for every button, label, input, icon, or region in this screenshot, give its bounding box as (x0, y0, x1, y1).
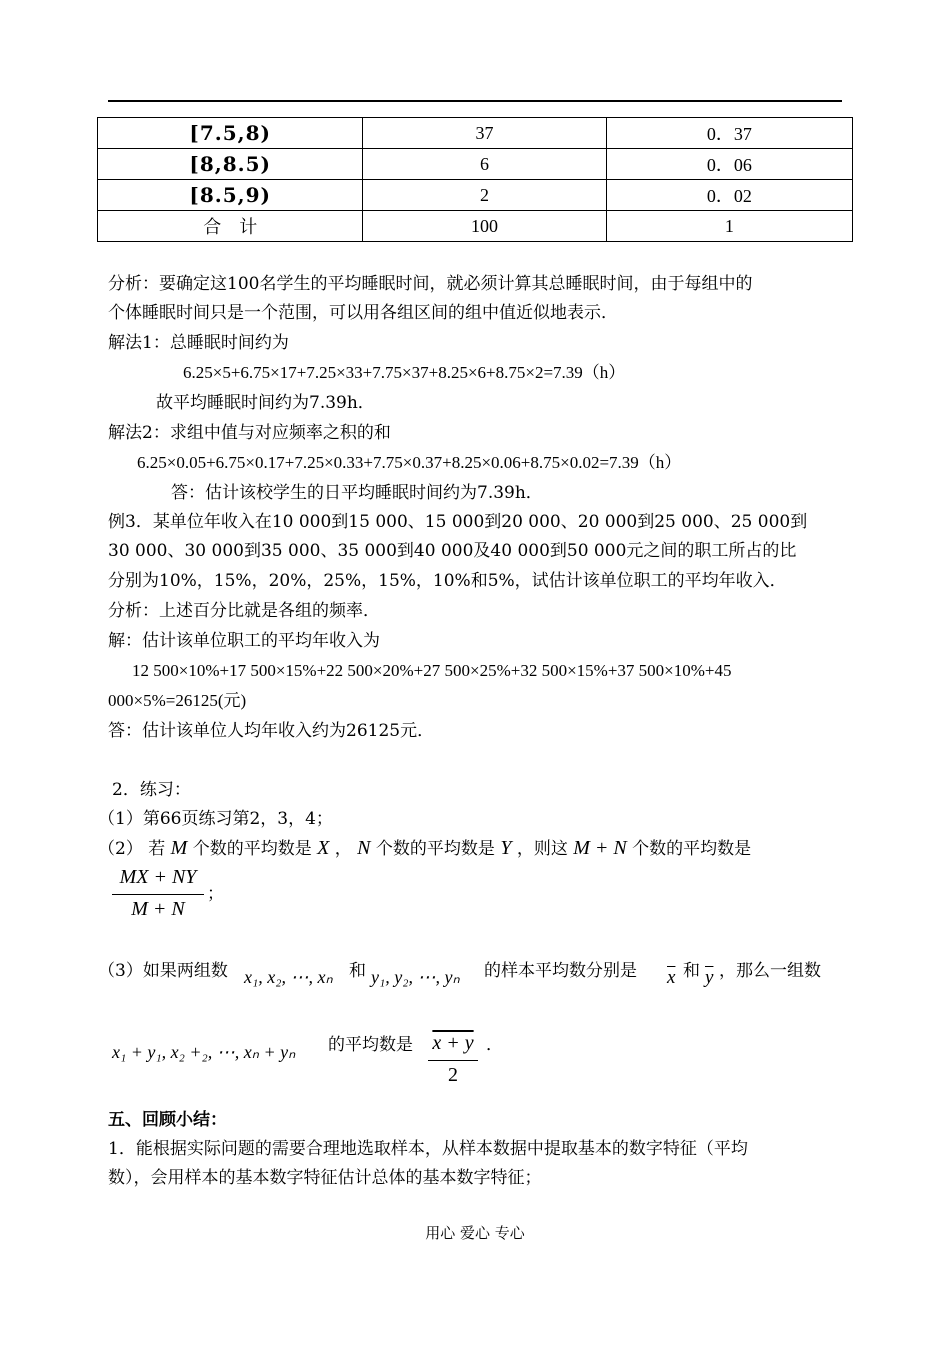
count-cell: 37 (363, 118, 606, 149)
p2-var-n: N (357, 837, 371, 859)
p2-text: ，则这 (516, 839, 568, 859)
solution-3-answer: 答：估计该单位人均年收入约为26125元． (108, 721, 435, 741)
p3-y-bar: $\overline{y}$ (705, 967, 714, 988)
solution-3-title: 解：估计该单位职工的平均年收入为 (108, 631, 380, 651)
solution-3-formula-line-1: 12 500×10%+17 500×15%+22 500×20%+27 500×25%+32 500×15%+37 500×10%+45 (132, 661, 732, 680)
p3-x-sequence: x₁, x₂, ⋯, xₙ (244, 967, 333, 987)
frequency-cell: 0．02 (606, 180, 852, 211)
p2-text: 个数的平均数是 (192, 839, 312, 859)
review-line-2: 数），会用样本的基本数字特征估计总体的基本数字特征； (108, 1168, 542, 1188)
p2-var-x: X (317, 837, 330, 859)
p3-fraction-bar (428, 1060, 478, 1061)
solution-1-title: 解法1：总睡眠时间约为 (108, 333, 289, 353)
solution-2-title: 解法2：求组中值与对应频率之积的和 (108, 423, 391, 443)
table-row (98, 180, 853, 211)
p3-sum-sequence: x₁ + y₁, x₂ +₂, ⋯, xₙ + yₙ (112, 1042, 296, 1062)
total-label-cell: 合 计 (98, 211, 363, 242)
table-row (98, 118, 853, 149)
p3-x-bar: $\overline{x}$ (667, 967, 676, 988)
p3-and: 和 (349, 961, 366, 981)
frequency-table (97, 117, 853, 242)
p2-var-y: Y (500, 837, 512, 859)
page-footer: 用心 爱心 专心 (425, 1224, 525, 1242)
p3-fraction-numerator: x + y (432, 1032, 474, 1054)
example-3-line-1: 例3．某单位年收入在10 000到15 000、15 000到20 000、20 000到25 000、25 000到 (108, 512, 808, 532)
solution-2-formula: 6.25×0.05+6.75×0.17+7.25×0.33+7.75×0.37+8.25×0.06+8.75×0.02=7.39（h） (137, 453, 682, 472)
interval-cell: [8.5,9) (189, 183, 271, 207)
p3-text-d: 的平均数是 (328, 1035, 413, 1055)
p3-fraction-denominator: 2 (448, 1064, 458, 1086)
frequency-cell: 0．37 (606, 118, 852, 149)
practice-item-1: （1）第66页练习第2，3，4； (98, 809, 333, 829)
p3-y-sequence: y₁, y₂, ⋯, yₙ (371, 967, 460, 987)
p2-semicolon: ； (207, 884, 224, 904)
p3-period: ． (486, 1035, 503, 1055)
example-3-line-2: 30 000、30 000到35 000、35 000到40 000及40 000到50 000元之间的职工所占的比 (108, 541, 797, 561)
count-cell: 2 (363, 180, 606, 211)
review-line-1: 1．能根据实际问题的需要合理地选取样本，从样本数据中提取基本的数字特征（平均 (108, 1139, 748, 1159)
solution-3-formula-line-2: 000×5%=26125(元) (108, 691, 247, 710)
p2-fraction-bar (112, 894, 204, 895)
p3-and-2: 和 (683, 961, 700, 981)
p2-fraction-numerator: MX + NY (119, 866, 197, 888)
total-frequency-cell: 1 (606, 211, 852, 242)
interval-cell: [7.5,8) (189, 121, 271, 145)
p2-text: 个数的平均数是 (375, 839, 495, 859)
solution-1-formula: 6.25×5+6.75×17+7.25×33+7.75×37+8.25×6+8.75×2=7.39（h） (183, 363, 626, 382)
p3-text-c: ，那么一组数 (719, 961, 821, 981)
analysis-1-line-1: 分析：要确定这100名学生的平均睡眠时间，就必须计算其总睡眠时间，由于每组中的 (108, 274, 753, 294)
p3-text-a: （3）如果两组数 (98, 961, 228, 981)
p2-var-mn: M + N (573, 837, 627, 859)
p3-text-b: 的样本平均数分别是 (484, 961, 637, 981)
practice-item-2 (98, 834, 751, 863)
p2-text: ， (334, 839, 352, 859)
review-title: 五、回顾小结： (108, 1110, 227, 1130)
example-3-line-3: 分别为10%，15%，20%，25%，15%，10%和5%，试估计该单位职工的平均年收入． (108, 571, 787, 591)
header-rule (108, 100, 842, 102)
analysis-1-line-2: 个体睡眠时间只是一个范围，可以用各组区间的组中值近似地表示． (108, 303, 618, 323)
table-row (98, 149, 853, 180)
solution-2-answer: 答：估计该校学生的日平均睡眠时间约为7.39h． (171, 483, 543, 503)
p2-fraction-denominator: M + N (131, 898, 185, 920)
interval-cell: [8,8.5) (189, 152, 271, 176)
table-total-row (98, 211, 853, 242)
count-cell: 6 (363, 149, 606, 180)
analysis-3: 分析：上述百分比就是各组的频率． (108, 601, 380, 621)
p2-var-m: M (170, 837, 188, 859)
solution-1-result: 故平均睡眠时间约为7.39h． (156, 393, 375, 413)
frequency-cell: 0．06 (606, 149, 852, 180)
p2-text: （2） 若 (98, 839, 166, 859)
total-count-cell: 100 (363, 211, 606, 242)
p2-text: 个数的平均数是 (632, 839, 752, 859)
practice-title: 2．练习： (112, 780, 191, 800)
